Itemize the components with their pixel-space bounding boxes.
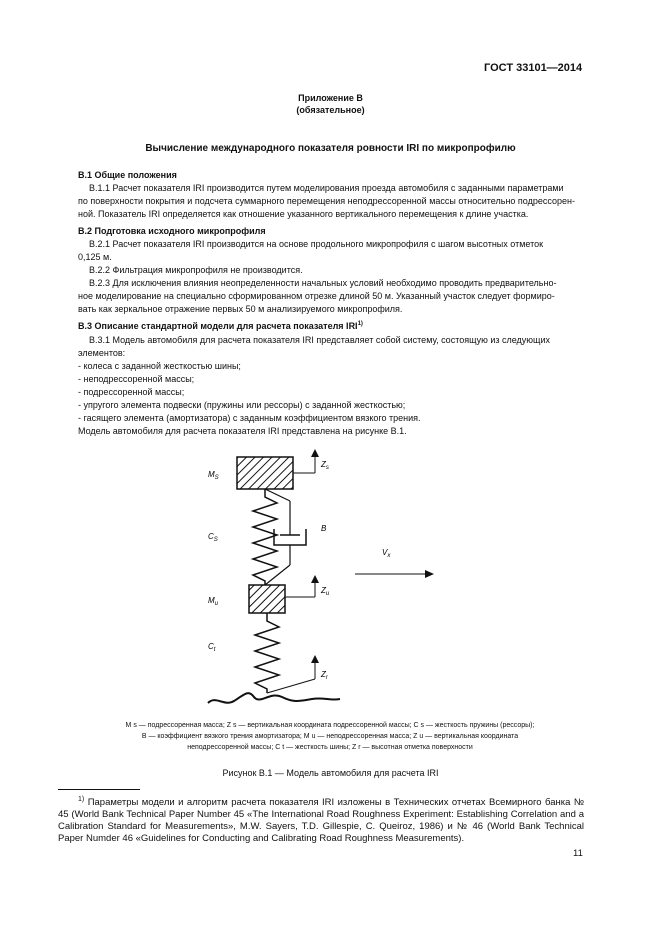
unsprung-mass-block bbox=[249, 585, 285, 613]
list-item: - неподрессоренной массы; bbox=[78, 374, 195, 384]
label-b: B bbox=[321, 524, 327, 533]
label-mu: $M_u$ bbox=[208, 596, 219, 607]
footnote-mark: 1) bbox=[78, 796, 85, 803]
list-item: - колеса с заданной жесткостью шины; bbox=[78, 361, 241, 371]
label-cs: $C_S$ bbox=[208, 532, 218, 543]
footnote-divider bbox=[58, 789, 140, 790]
label-ms: $M_S$ bbox=[208, 470, 219, 481]
para-b2-2: В.2.2 Фильтрация микропрофиля не производится. bbox=[89, 265, 303, 275]
para-b2-3-line1: В.2.3 Для исключения влияния неопределенности начальных условий необходимо проводить предварительно- bbox=[89, 278, 557, 288]
annex-subtitle: (обязательное) bbox=[296, 105, 365, 115]
list-item: - подрессоренной массы; bbox=[78, 387, 185, 397]
label-zu: $Z_u$ bbox=[321, 586, 330, 597]
road-surface-profile bbox=[208, 693, 340, 703]
list-item: - гасящего элемента (амортизатора) с заданным коэффициентом вязкого трения. bbox=[78, 413, 421, 423]
label-vx: $V_x$ bbox=[382, 548, 391, 559]
para-b3-1-line2: элементов: bbox=[78, 348, 126, 358]
para-b2-1-line2: 0,125 м. bbox=[78, 252, 112, 262]
para-b2-3-line2: ное моделирование на специально сформированном отрезке длиной 50 м. Указанный участок следует формиро- bbox=[78, 291, 555, 301]
figure-legend-line1: M s — подрессоренная масса; Z s — вертикальная координата подрессоренной массы; C s — жесткость пружины (рессоры); bbox=[125, 722, 535, 729]
footnote-text: Параметры модели и алгоритм расчета показателя IRI изложены в Технических отчетах Всемирного банка № 45 (World Bank Technical Paper Number 45 «The International Road Roughness Experiment: Establishing Correlation and a Calibration Standard for Measurements», M.W. Sayers, T.D. Gillespie, C. Queiroz, 1986) и № 46 (World Bank Technical Paper Numder 46 «Guidelines for Conducting and Calibrating Road Roughness Measurements). bbox=[58, 797, 585, 845]
main-title: Вычисление международного показателя ровности IRI по микропрофилю bbox=[145, 143, 516, 154]
label-ct: $C_t$ bbox=[208, 642, 216, 653]
para-b1-1-line2: по поверхности покрытия и подсчета суммарного перемещения неподрессоренной массы относительно подрессорен- bbox=[78, 196, 575, 206]
footnote bbox=[58, 794, 584, 845]
tire-spring bbox=[255, 613, 279, 693]
para-b2-1-line1: В.2.1 Расчет показателя IRI производится на основе продольного микропрофиля с шагом высотных отметок bbox=[89, 239, 544, 249]
para-b2-3-line3: вать как зеркальное отражение первых 50 м анализируемого микропрофиля. bbox=[78, 304, 403, 314]
document-code: ГОСТ 33101—2014 bbox=[484, 62, 583, 74]
para-b3-after: Модель автомобиля для расчета показателя IRI представлена на рисунке В.1. bbox=[78, 426, 407, 436]
figure-legend-line3: неподрессоренной массы; C t — жесткость шины; Z r — высотная отметка поверхности bbox=[187, 744, 473, 751]
section-b3-heading: В.3 Описание стандартной модели для расчета показателя IRI$^{1)}$ bbox=[78, 321, 363, 331]
figure-legend-line2: B — коэффициент вязкого трения амортизатора; M u — неподрессоренная масса; Z u — вертикальная координата bbox=[141, 733, 519, 740]
page-number: 11 bbox=[573, 848, 583, 859]
para-b1-1-line1: В.1.1 Расчет показателя IRI производится путем моделирования проезда автомобиля с заданными параметрами bbox=[89, 183, 564, 193]
list-item: - упругого элемента подвески (пружины или рессоры) с заданной жесткостью; bbox=[78, 400, 406, 410]
para-b3-1-line1: В.3.1 Модель автомобиля для расчета показателя IRI представляет собой систему, состоящую из следующих bbox=[89, 335, 550, 345]
label-zr: $Z_r$ bbox=[321, 670, 328, 681]
annex-title: Приложение В bbox=[298, 93, 363, 103]
figure-caption: Рисунок В.1 — Модель автомобиля для расчета IRI bbox=[222, 768, 439, 778]
para-b1-1-line3: ной. Показатель IRI определяется как отношение указанного вертикального перемещения к длине участка. bbox=[78, 209, 529, 219]
section-b2-heading: В.2 Подготовка исходного микропрофиля bbox=[78, 226, 266, 236]
footnote-ref: 1) bbox=[357, 321, 363, 327]
section-b1-heading: В.1 Общие положения bbox=[78, 170, 177, 180]
label-zs: $Z_s$ bbox=[321, 460, 329, 471]
vehicle-model-figure bbox=[190, 445, 450, 710]
sprung-mass-block bbox=[237, 457, 293, 489]
